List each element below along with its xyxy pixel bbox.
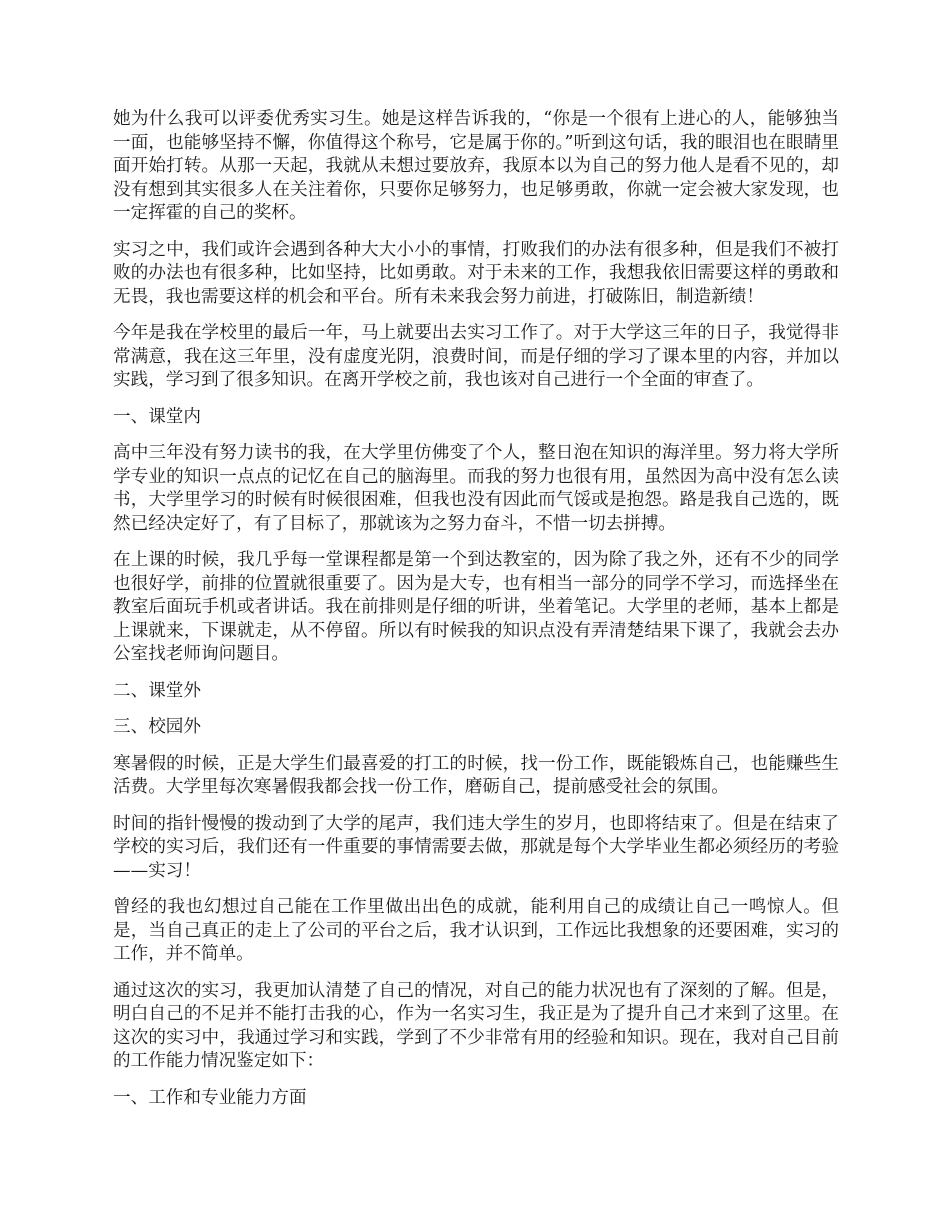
paragraph-studying-hard: 高中三年没有努力读书的我，在大学里仿佛变了个人，整日泡在知识的海洋里。努力将大学所学专业的知识一点点的记忆在自己的脑海里。而我的努力也很有用，虽然因为高中没有怎么读书，大学里学习的时候有时候很困难，但我也没有因此而气馁或是抱怨。路是我自己选的，既然已经决定好了，有了目标了，那就该为之努力奋斗，不惜一切去拼搏。: [113, 443, 839, 534]
paragraph-holiday-work: 寒暑假的时候，正是大学生们最喜爱的打工的时候，找一份工作，既能锻炼自己，也能赚些生活费。大学里每次寒暑假我都会找一份工作，磨砺自己，提前感受社会的氛围。: [113, 753, 839, 797]
paragraph-intern-award: 她为什么我可以评委优秀实习生。她是这样告诉我的，“你是一个很有上进心的人，能够独当一面，也能够坚持不懈，你值得这个称号，它是属于你的。”听到这句话，我的眼泪也在眼睛里面开始打转。从那一天起，我就从未想过要放弃，我原本以为自己的努力他人是看不见的，却没有想到其实很多人在关注着你，只要你足够努力，也足够勇敢，你就一定会被大家发现，也一定挥霍的自己的奖杯。: [113, 109, 839, 223]
heading-work-ability: 一、工作和专业能力方面: [113, 1087, 307, 1108]
paragraph-final-year: 今年是我在学校里的最后一年，马上就要出去实习工作了。对于大学这三年的日子，我觉得非常满意，我在这三年里，没有虚度光阴，浪费时间，而是仔细的学习了课本里的内容，并加以实践，学习到了很多知识。在离开学校之前，我也该对自己进行一个全面的审查了。: [113, 323, 839, 390]
paragraph-end-of-college: 时间的指针慢慢的拨动到了大学的尾声，我们违大学生的岁月，也即将结束了。但是在结束了学校的实习后，我们还有一件重要的事情需要去做，那就是每个大学毕业生都必须经历的考验——实习！: [113, 813, 839, 881]
heading-outside-class: 二、课堂外: [113, 680, 201, 701]
paragraph-internship-challenges: 实习之中，我们或许会遇到各种大大小小的事情，打败我们的办法有很多种，但是我们不被打败的办法也有很多种，比如坚持，比如勇敢。对于未来的工作，我想我依旧需要这样的勇敢和无畏，我也需要这样的机会和平台。所有未来我会努力前进，打破陈旧，制造新绩！: [113, 239, 839, 307]
document-page: [113, 108, 839, 1123]
heading-outside-campus: 三、校园外: [113, 717, 201, 737]
paragraph-self-assessment: 通过这次的实习，我更加认清楚了自己的情况，对自己的能力状况也有了深刻的了解。但是，明白自己的不足并不能打击我的心，作为一名实习生，我正是为了提升自己才来到了这里。在这次的实习中，我通过学习和实践，学到了不少非常有用的经验和知识。现在，我对自己目前的工作能力情况鉴定如下：: [113, 980, 839, 1071]
heading-in-class: 一、课堂内: [113, 406, 201, 427]
paragraph-attending-class: 在上课的时候，我几乎每一堂课程都是第一个到达教室的，因为除了我之外，还有不少的同学也很好学，前排的位置就很重要了。因为是大专，也有相当一部分的同学不学习，而选择坐在教室后面玩手机或者讲话。我在前排则是仔细的听讲，坐着笔记。大学里的老师，基本上都是上课就来，下课就走，从不停留。所以有时候我的知识点没有弄清楚结果下课了，我就会去办公室找老师询问题目。: [113, 550, 839, 664]
paragraph-expectations: 曾经的我也幻想过自己能在工作里做出出色的成就，能利用自己的成绩让自己一鸣惊人。但是，当自己真正的走上了公司的平台之后，我才认识到，工作远比我想象的还要困难，实习的工作，并不简单。: [113, 897, 839, 964]
